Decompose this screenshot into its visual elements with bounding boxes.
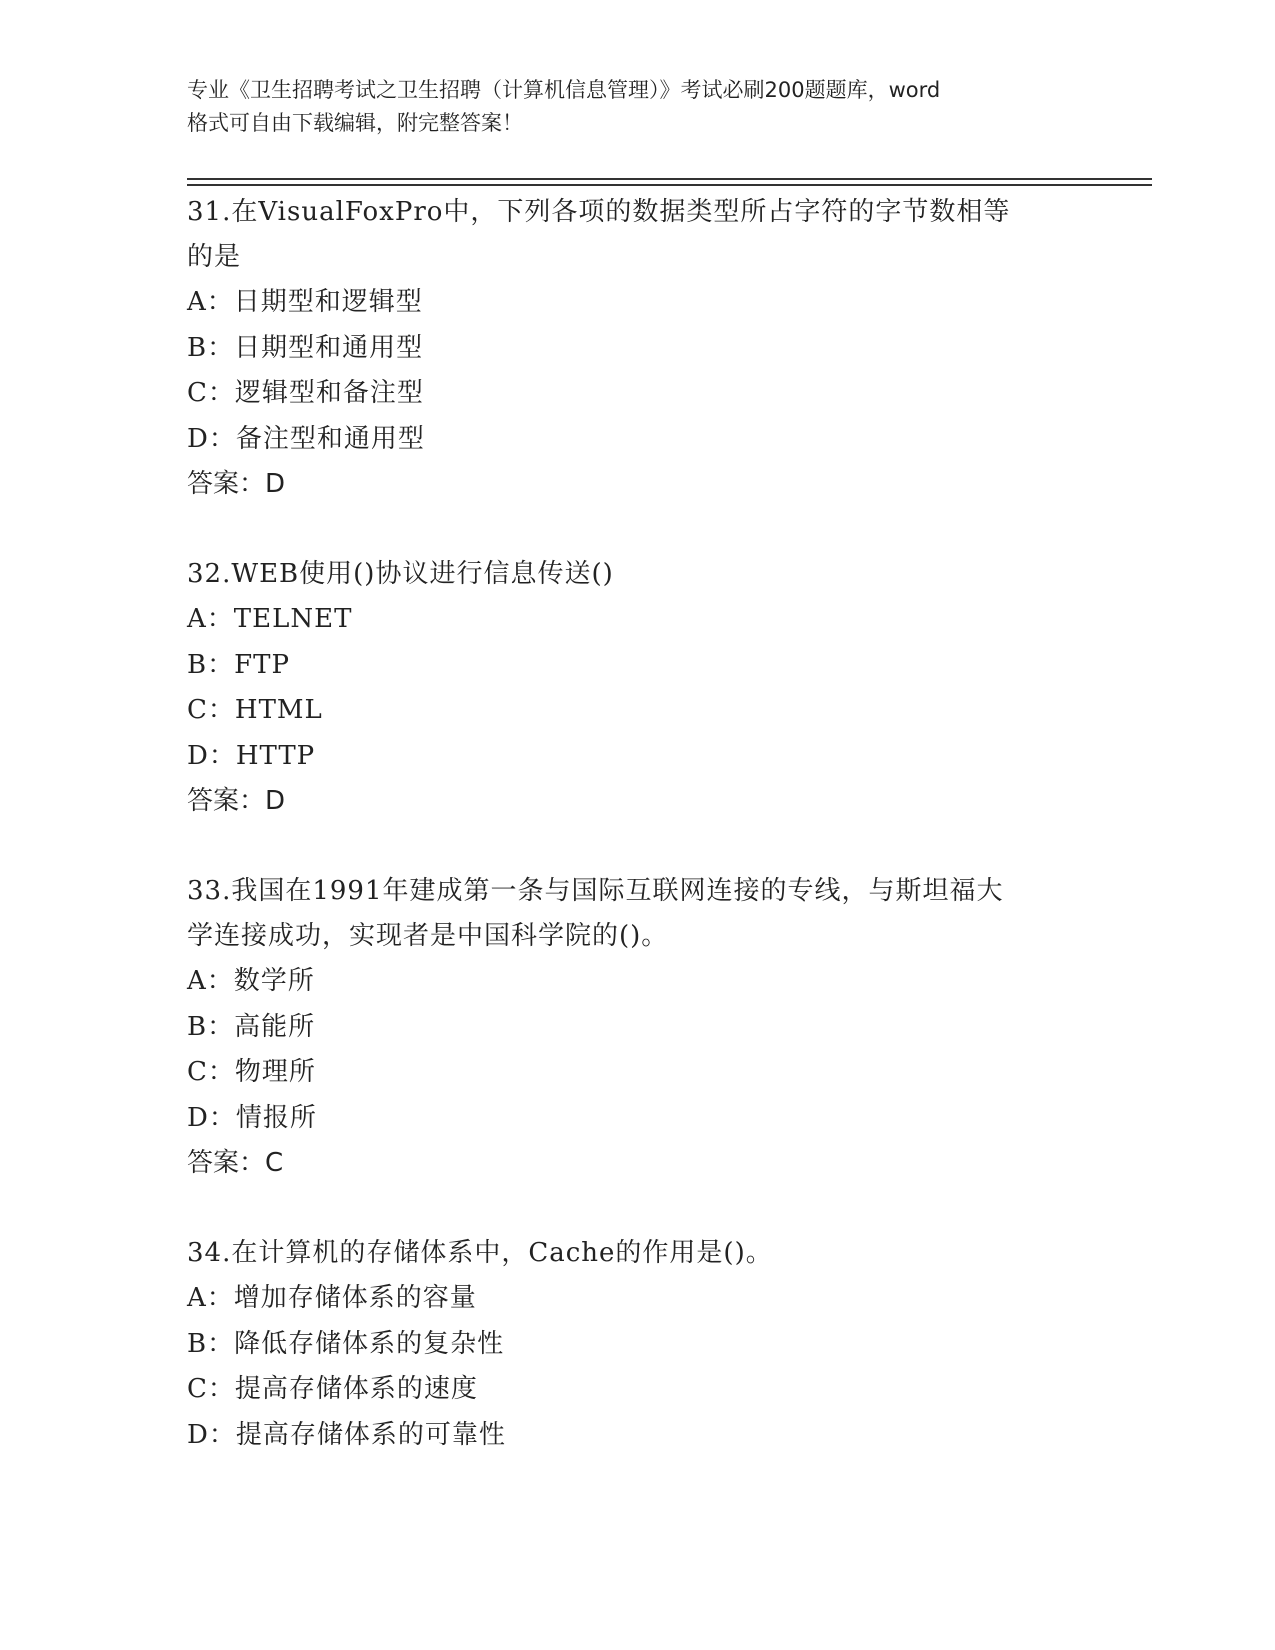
question-list bbox=[187, 190, 1087, 1458]
header-line-1: 专业《卫生招聘考试之卫生招聘（计算机信息管理）》考试必刷200题题库，word bbox=[187, 78, 941, 102]
option-a: A：TELNET bbox=[187, 604, 353, 634]
option-a: A：数学所 bbox=[187, 966, 315, 996]
option-c: C：逻辑型和备注型 bbox=[187, 378, 424, 408]
option-d: D：HTTP bbox=[187, 740, 316, 771]
question-33 bbox=[187, 869, 1087, 1186]
option-c: C：物理所 bbox=[187, 1057, 316, 1087]
option-b: B：高能所 bbox=[187, 1011, 316, 1042]
option-b: B：降低存储体系的复杂性 bbox=[187, 1328, 505, 1359]
question-31 bbox=[187, 190, 1087, 507]
option-b: B：FTP bbox=[187, 649, 290, 680]
option-c: C：HTML bbox=[187, 695, 323, 725]
question-stem-line: 33.我国在1991年建成第一条与国际互联网连接的专线，与斯坦福大 bbox=[187, 876, 1004, 906]
question-stem-line: 31.在VisualFoxPro中，下列各项的数据类型所占字符的字节数相等 bbox=[187, 197, 1011, 227]
option-b: B：日期型和通用型 bbox=[187, 332, 424, 363]
header-line-2: 格式可自由下载编辑，附完整答案！ bbox=[187, 111, 523, 135]
answer-label: 答案：C bbox=[187, 1148, 284, 1178]
question-stem-line: 34.在计算机的存储体系中，Cache的作用是()。 bbox=[187, 1238, 773, 1268]
question-stem-line: 的是 bbox=[187, 242, 242, 272]
option-c: C：提高存储体系的速度 bbox=[187, 1374, 478, 1404]
answer-label: 答案：D bbox=[187, 786, 286, 816]
question-stem-line: 学连接成功，实现者是中国科学院的()。 bbox=[187, 921, 669, 951]
answer-label: 答案：D bbox=[187, 469, 286, 499]
option-a: A：增加存储体系的容量 bbox=[187, 1283, 477, 1313]
option-d: D：备注型和通用型 bbox=[187, 423, 425, 454]
option-a: A：日期型和逻辑型 bbox=[187, 287, 423, 317]
header-divider-top bbox=[187, 178, 1152, 180]
question-32 bbox=[187, 552, 1087, 824]
question-stem-line: 32.WEB使用()协议进行信息传送() bbox=[187, 559, 614, 589]
option-d: D：提高存储体系的可靠性 bbox=[187, 1419, 506, 1450]
option-d: D：情报所 bbox=[187, 1102, 317, 1133]
question-34 bbox=[187, 1231, 1087, 1458]
document-header bbox=[187, 74, 1087, 140]
header-divider-bottom bbox=[187, 184, 1152, 186]
